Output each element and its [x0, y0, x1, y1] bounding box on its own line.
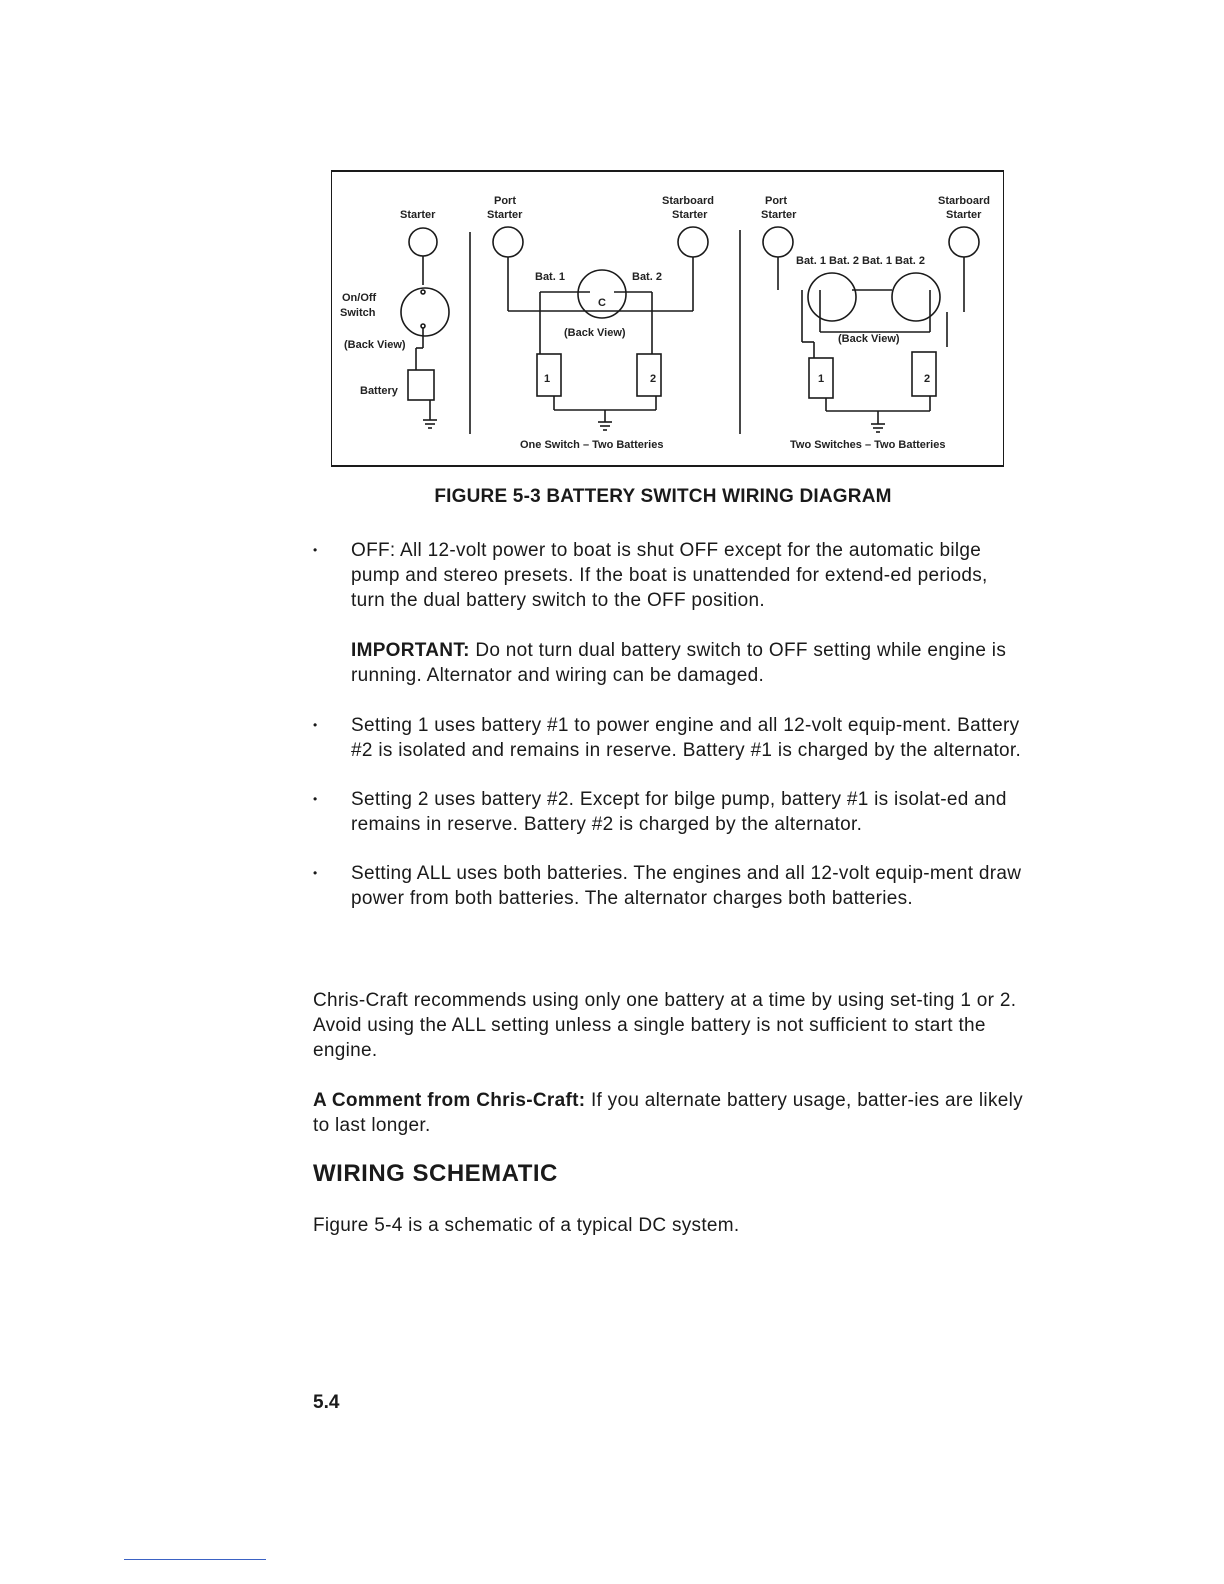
back-view-label: (Back View): [564, 327, 626, 339]
footer-rule: [124, 1559, 266, 1560]
battery-label: Battery: [360, 385, 398, 397]
bullet-setting-2: [313, 787, 1023, 837]
battery-2-number: 2: [924, 373, 931, 385]
battery-2-box: [637, 354, 661, 396]
switch-1-circle: [808, 273, 856, 321]
starter-circle: [409, 228, 437, 256]
port-starter-circle: [763, 227, 793, 257]
starboard-starter-label: Starter: [946, 209, 982, 221]
starboard-starter-circle: [678, 227, 708, 257]
on-off-switch-circle: [401, 288, 449, 336]
port-starter-label: Starter: [487, 209, 523, 221]
important-text: Do not turn dual battery switch to OFF setting while engine is running. Alternator and wiring can be damaged.: [351, 640, 1007, 686]
bullet-text: Setting ALL uses both batteries. The engines and all 12-volt equip-ment draw power from both batteries. The alternator charges both batteries.: [351, 863, 1022, 909]
back-view-label: (Back View): [344, 339, 406, 351]
comment-paragraph: [313, 1088, 1023, 1138]
important-note: [351, 638, 1021, 688]
switch-label-2: Switch: [340, 307, 376, 319]
bullet-marker: •: [313, 718, 318, 732]
battery-1-number: 1: [544, 373, 551, 385]
schematic-note: Figure 5-4 is a schematic of a typical DC system.: [313, 1215, 740, 1236]
port-starter-circle: [493, 227, 523, 257]
switch-label: On/Off: [342, 292, 377, 304]
battery-2-number: 2: [650, 373, 657, 385]
c-terminal-label: C: [598, 297, 606, 309]
port-label: Port: [765, 195, 787, 207]
comment-label: A Comment from Chris-Craft:: [313, 1090, 586, 1111]
bullet-marker: •: [313, 792, 318, 806]
starboard-label: Starboard: [938, 195, 990, 207]
bullet-setting-all: [313, 861, 1023, 911]
battery-box: [408, 370, 434, 400]
battery-1-number: 1: [818, 373, 825, 385]
page-number: 5.4: [313, 1392, 340, 1413]
bullet-marker: •: [313, 866, 318, 880]
panel3-caption: Two Switches – Two Batteries: [790, 439, 946, 451]
wiring-diagram-svg: [332, 172, 1005, 469]
figure-caption: FIGURE 5-3 BATTERY SWITCH WIRING DIAGRAM: [434, 486, 892, 507]
settings-bullet-list: [313, 538, 1023, 935]
bullet-text: Setting 1 uses battery #1 to power engine and all 12-volt equip-ment. Battery #2 is isolated and remains in reserve. Battery #1 is charged by the alternator.: [351, 715, 1022, 761]
bullet-marker: •: [313, 543, 318, 557]
starboard-label: Starboard: [662, 195, 714, 207]
back-view-label: (Back View): [838, 333, 900, 345]
comment-text: If you alternate battery usage, batter-ies are likely to last longer.: [313, 1090, 1023, 1136]
starboard-starter-circle: [949, 227, 979, 257]
important-label: IMPORTANT:: [351, 640, 470, 661]
panel2-caption: One Switch – Two Batteries: [520, 439, 664, 451]
bullet-text: OFF: All 12-volt power to boat is shut OFF except for the automatic bilge pump and stereo presets. If the boat is unattended for extend-ed periods, turn the dual battery switch to the OFF position.: [351, 540, 988, 611]
bullet-text: Setting 2 uses battery #2. Except for bilge pump, battery #1 is isolat-ed and remains in reserve. Battery #2 is charged by the alternator.: [351, 789, 1007, 835]
bullet-off: [313, 538, 1023, 613]
port-starter-label: Starter: [761, 209, 797, 221]
recommendation-paragraph: Chris-Craft recommends using only one battery at a time by using set-ting 1 or 2. Avoid using the ALL setting unless a single battery is not sufficient to start the engine.: [313, 990, 1017, 1061]
battery-switch-wiring-diagram: [331, 170, 1004, 467]
bat-labels: Bat. 1 Bat. 2 Bat. 1 Bat. 2: [796, 255, 925, 267]
bat1-label: Bat. 1: [535, 271, 565, 283]
section-heading: WIRING SCHEMATIC: [313, 1160, 558, 1187]
port-label: Port: [494, 195, 516, 207]
switch-2-circle: [892, 273, 940, 321]
bullet-setting-1: [313, 713, 1023, 763]
starter-label: Starter: [400, 209, 436, 221]
bat2-label: Bat. 2: [632, 271, 662, 283]
starboard-starter-label: Starter: [672, 209, 708, 221]
